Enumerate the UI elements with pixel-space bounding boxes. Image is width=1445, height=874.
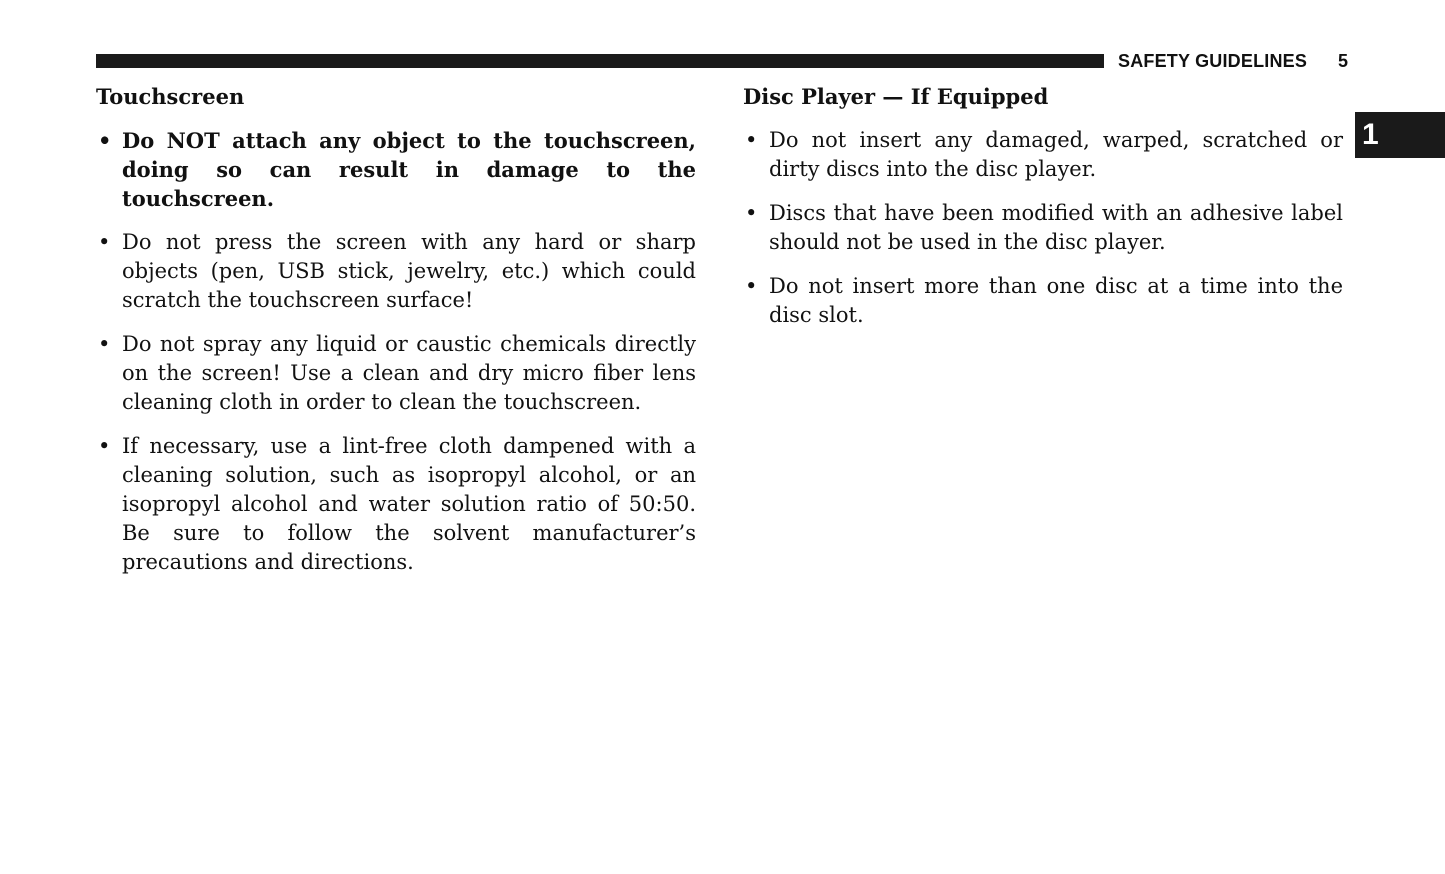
list-item-text: Do not insert any damaged, warped, scratched or dirty discs into the disc player.: [769, 128, 1343, 181]
left-column: [96, 82, 696, 592]
list-item-text: If necessary, use a lint-free cloth dampened with a cleaning solution, such as isopropyl alcohol, or an isopropyl alcohol and water solution ratio of 50:50. Be sure to follow the solvent manufacturer’s precautions and directions.: [122, 434, 696, 574]
list-item: [743, 272, 1343, 330]
list-item: [96, 330, 696, 417]
page-number: 5: [1338, 51, 1349, 71]
list-item-text: Do not insert more than one disc at a time into the disc slot.: [769, 274, 1343, 327]
list-item: [96, 432, 696, 577]
touchscreen-bullet-list: [96, 126, 696, 577]
list-item: [96, 126, 696, 213]
list-item: [743, 126, 1343, 184]
disc-player-bullet-list: [743, 126, 1343, 330]
chapter-tab: [1355, 112, 1445, 158]
bullet-icon: •: [98, 434, 111, 458]
right-column: [743, 82, 1343, 345]
running-header-title: SAFETY GUIDELINES: [1118, 51, 1308, 71]
chapter-number: 1: [1362, 118, 1379, 151]
section-heading-touchscreen: Touchscreen: [96, 84, 245, 109]
section-heading-disc-player: Disc Player — If Equipped: [743, 84, 1049, 109]
list-item: [743, 199, 1343, 257]
bullet-icon: •: [98, 230, 111, 254]
bullet-icon: •: [98, 128, 112, 153]
list-item: [96, 228, 696, 315]
list-item-text: Do not press the screen with any hard or sharp objects (pen, USB stick, jewelry, etc.) which could scratch the touchscreen surface!: [122, 230, 696, 312]
bullet-icon: •: [745, 201, 758, 225]
list-item-text: Do not spray any liquid or caustic chemicals directly on the screen! Use a clean and dry micro fiber lens cleaning cloth in order to clean the touchscreen.: [122, 332, 696, 414]
list-item-text: Discs that have been modified with an adhesive label should not be used in the disc player.: [769, 201, 1343, 254]
list-item-text: Do NOT attach any object to the touchscreen, doing so can result in damage to the touchscreen.: [122, 128, 696, 211]
bullet-icon: •: [745, 274, 758, 298]
bullet-icon: •: [745, 128, 758, 152]
header-rule: [96, 54, 1104, 68]
bullet-icon: •: [98, 332, 111, 356]
